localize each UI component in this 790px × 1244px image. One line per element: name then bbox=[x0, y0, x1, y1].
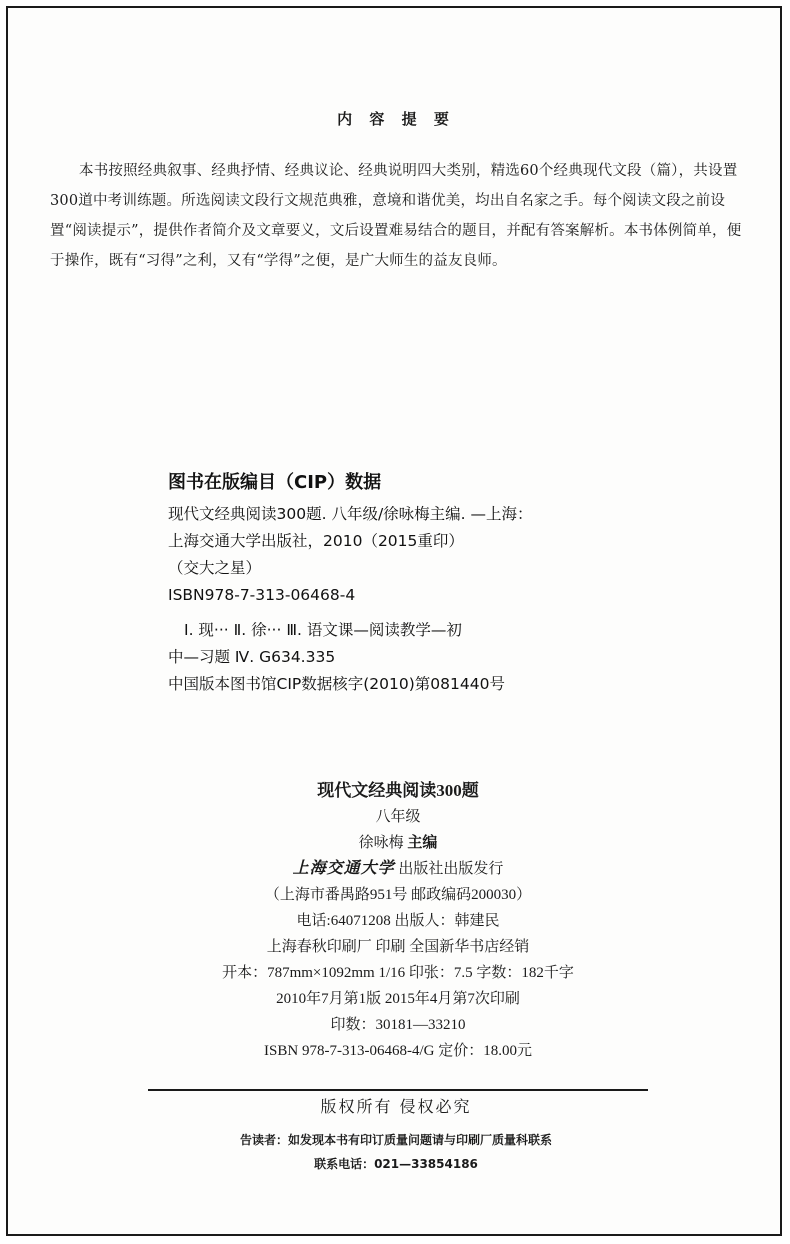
isbn-price: ISBN 978-7-313-06468-4/G 定价：18.00元 bbox=[264, 1043, 532, 1059]
contact-phone: 联系电话：021—33854186 bbox=[314, 1157, 478, 1171]
cip-line-2: 上海交通大学出版社，2010（2015重印） bbox=[168, 532, 464, 550]
cip-line-5: Ⅰ. 现··· Ⅱ. 徐··· Ⅲ. 语文课—阅读教学—初 bbox=[184, 621, 462, 639]
reader-notice-block bbox=[8, 1128, 782, 1176]
editor-line bbox=[158, 830, 638, 856]
cip-block bbox=[168, 468, 648, 698]
phone-publisher: 电话:64071208 出版人：韩建民 bbox=[296, 913, 500, 929]
format-line: 开本：787mm×1092mm 1/16 印张：7.5 字数：182千字 bbox=[222, 965, 574, 981]
summary-title: 内 容 提 要 bbox=[337, 110, 455, 128]
copyright-block bbox=[158, 778, 638, 1064]
cip-line-7: 中国版本图书馆CIP数据核字(2010)第081440号 bbox=[168, 675, 505, 693]
printer-line: 上海春秋印刷厂 印刷 全国新华书店经销 bbox=[266, 939, 530, 955]
reader-notice: 告读者：如发现本书有印订质量问题请与印刷厂质量科联系 bbox=[239, 1133, 552, 1147]
edition-line: 2010年7月第1版 2015年4月第7次印刷 bbox=[276, 991, 520, 1007]
publisher-suffix: 出版社出版发行 bbox=[398, 861, 504, 877]
cip-line-3: （交大之星） bbox=[168, 559, 262, 577]
book-grade: 八年级 bbox=[375, 809, 421, 825]
copyright-page bbox=[6, 6, 782, 1236]
cip-title: 图书在版编目（CIP）数据 bbox=[168, 472, 382, 493]
rights-statement: 版权所有 侵权必究 bbox=[320, 1097, 472, 1116]
publisher-line bbox=[158, 856, 638, 882]
editor-name: 徐咏梅 bbox=[358, 835, 404, 851]
cip-line-1: 现代文经典阅读300题. 八年级/徐咏梅主编. —上海： bbox=[168, 505, 533, 523]
editor-role: 主编 bbox=[407, 835, 438, 851]
cip-line-4: ISBN978-7-313-06468-4 bbox=[168, 586, 356, 604]
print-count: 印数：30181—33210 bbox=[330, 1017, 466, 1033]
divider-rule bbox=[148, 1089, 648, 1091]
cip-line-6: 中—习题 Ⅳ. G634.335 bbox=[168, 648, 336, 666]
book-title: 现代文经典阅读300题 bbox=[317, 781, 479, 800]
summary-paragraph: 本书按照经典叙事、经典抒情、经典议论、经典说明四大类别，精选60个经典现代文段（篇），共设置300道中考训练题。所选阅读文段行文规范典雅，意境和谐优美，均出自名家之手。每个阅读文段之前设置“阅读提示”，提供作者简介及文章要义，文后设置难易结合的题目，并配有答案解析。本书体例简单，便于操作，既有“习得”之利，又有“学得”之便，是广大师生的益友良师。 bbox=[50, 163, 742, 269]
publisher-address: （上海市番禺路951号 邮政编码200030） bbox=[264, 887, 532, 903]
cip-spacer bbox=[168, 609, 648, 617]
summary-body bbox=[50, 156, 755, 276]
publisher-logo: 上海交通大学 bbox=[292, 860, 395, 877]
